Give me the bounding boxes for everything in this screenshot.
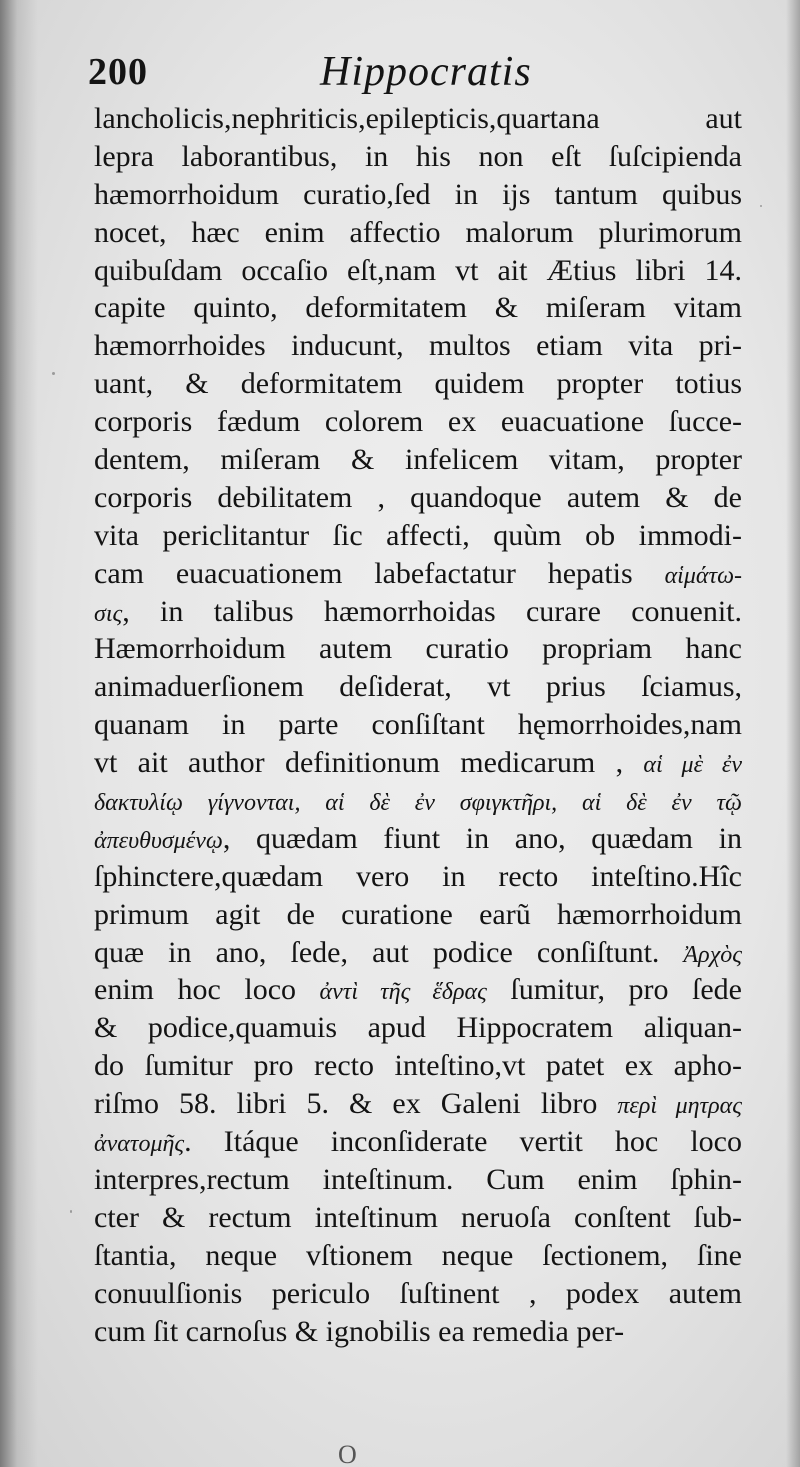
text-line bbox=[94, 517, 742, 555]
latin-text: capite quinto, deformitatem & miſeram vitam bbox=[94, 291, 742, 325]
paper-speck bbox=[70, 1210, 72, 1213]
latin-text: animaduerſionem deſiderat, vt prius ſciamus, bbox=[94, 670, 742, 704]
text-line bbox=[94, 934, 742, 972]
greek-text: περὶ μητρας bbox=[617, 1093, 742, 1120]
body-text bbox=[94, 100, 742, 1350]
latin-text: ſphinctere,quædam vero in recto inteſtino.Hîc bbox=[94, 859, 742, 893]
latin-text: dentem, miſeram & infelicem vitam, propter bbox=[94, 443, 742, 477]
text-line bbox=[94, 100, 742, 138]
text-line bbox=[94, 289, 742, 327]
text-line bbox=[94, 214, 742, 252]
signature-mark: O bbox=[338, 1440, 357, 1467]
text-line bbox=[94, 668, 742, 706]
latin-text: interpres,rectum inteſtinum. Cum enim ſphin- bbox=[94, 1162, 742, 1196]
latin-text: hæmorrhoidum curatio,ſed in ijs tantum quibus bbox=[94, 177, 742, 211]
text-line bbox=[94, 744, 742, 782]
latin-text: , quædam fiunt in ano, quædam in bbox=[222, 821, 742, 855]
text-line bbox=[94, 365, 742, 403]
text-line bbox=[94, 593, 742, 631]
page-edge-shadow bbox=[786, 0, 800, 1467]
text-line bbox=[94, 1275, 742, 1313]
text-line bbox=[94, 782, 742, 820]
latin-text: vita periclitantur ſic affecti, quùm ob immodi- bbox=[94, 518, 742, 552]
text-line bbox=[94, 252, 742, 290]
latin-text: enim hoc loco bbox=[94, 973, 320, 1007]
latin-text: quanam in parte conſiſtant hęmorrhoides,nam bbox=[94, 708, 742, 742]
latin-text: nocet, hæc enim affectio malorum plurimorum bbox=[94, 215, 742, 249]
text-line bbox=[94, 896, 742, 934]
text-line bbox=[94, 858, 742, 896]
text-line bbox=[94, 1199, 742, 1237]
text-line bbox=[94, 971, 742, 1009]
gutter-shadow bbox=[0, 0, 38, 1467]
latin-text: conuulſionis periculo ſuſtinent , podex autem bbox=[94, 1276, 742, 1310]
running-head bbox=[88, 48, 728, 98]
latin-text: do ſumitur pro recto inteſtino,vt patet ex apho- bbox=[94, 1049, 742, 1083]
text-line bbox=[94, 1161, 742, 1199]
text-line bbox=[94, 176, 742, 214]
text-line bbox=[94, 138, 742, 176]
text-line bbox=[94, 820, 742, 858]
latin-text: Hæmorrhoidum autem curatio propriam hanc bbox=[94, 632, 742, 666]
latin-text: . Itáque inconſiderate vertit hoc loco bbox=[184, 1125, 742, 1159]
greek-text: ἀνατομῆς bbox=[94, 1131, 185, 1158]
latin-text: uant, & deformitatem quidem propter totius bbox=[94, 367, 742, 401]
paper-speck bbox=[760, 205, 762, 207]
text-line bbox=[94, 1009, 742, 1047]
latin-text: ſtantia, neque vſtionem neque ſectionem, ſine bbox=[94, 1238, 742, 1272]
greek-text: ἀπευθυσμένῳ bbox=[94, 827, 223, 854]
latin-text: lepra laborantibus, in his non eſt ſuſcipienda bbox=[94, 139, 742, 173]
latin-text: corporis fædum colorem ex euacuatione ſucce- bbox=[94, 405, 742, 439]
latin-text: , in talibus hæmorrhoidas curare conuenit. bbox=[122, 594, 742, 628]
text-line bbox=[94, 403, 742, 441]
latin-text: & podice,quamuis apud Hippocratem aliquan- bbox=[94, 1011, 742, 1045]
text-line bbox=[94, 1085, 742, 1123]
greek-text: Ἀρχὸς bbox=[683, 941, 742, 968]
text-line bbox=[94, 441, 742, 479]
latin-text: cum ſit carnoſus & ignobilis ea remedia per- bbox=[94, 1314, 625, 1348]
text-line bbox=[94, 630, 742, 668]
latin-text: corporis debilitatem , quandoque autem & de bbox=[94, 480, 742, 514]
text-line bbox=[94, 479, 742, 517]
latin-text: quibuſdam occaſio eſt,nam vt ait Ætius libri 14. bbox=[94, 253, 742, 287]
latin-text: cam euacuationem labefactatur hepatis bbox=[94, 556, 665, 590]
greek-text: δακτυλίῳ γίγνονται, αἱ δὲ ἐν σφιγκτῆρι, αἱ δὲ ἐν τῷ bbox=[94, 790, 742, 817]
latin-text: primum agit de curatione earũ hæmorrhoidum bbox=[94, 897, 742, 931]
text-line bbox=[94, 706, 742, 744]
latin-text: quæ in ano, ſede, aut podice conſiſtunt. bbox=[94, 935, 684, 969]
latin-text: riſmo 58. libri 5. & ex Galeni libro bbox=[94, 1087, 618, 1121]
text-line bbox=[94, 1047, 742, 1085]
latin-text: lancholicis,nephriticis,epilepticis,quartana aut bbox=[94, 102, 742, 135]
paper-speck bbox=[52, 372, 55, 375]
text-line bbox=[94, 555, 742, 593]
text-line bbox=[94, 1237, 742, 1275]
greek-text: αἱ μὲ ἐν bbox=[643, 752, 742, 779]
text-line bbox=[94, 327, 742, 365]
greek-text: σις bbox=[94, 600, 123, 627]
greek-text: αἱμάτω- bbox=[664, 562, 742, 589]
greek-text: ἀντὶ τῆς ἕδρας bbox=[319, 979, 487, 1006]
latin-text: cter & rectum inteſtinum neruoſa conſtent ſub- bbox=[94, 1200, 742, 1234]
latin-text: ſumitur, pro ſede bbox=[486, 973, 742, 1007]
page-number: 200 bbox=[88, 51, 148, 93]
latin-text: vt ait author definitionum medicarum , bbox=[94, 746, 644, 780]
latin-text: hæmorrhoides inducunt, multos etiam vita pri- bbox=[94, 329, 742, 363]
running-title: Hippocratis bbox=[320, 49, 532, 95]
text-line bbox=[94, 1123, 742, 1161]
text-line bbox=[94, 1313, 742, 1351]
